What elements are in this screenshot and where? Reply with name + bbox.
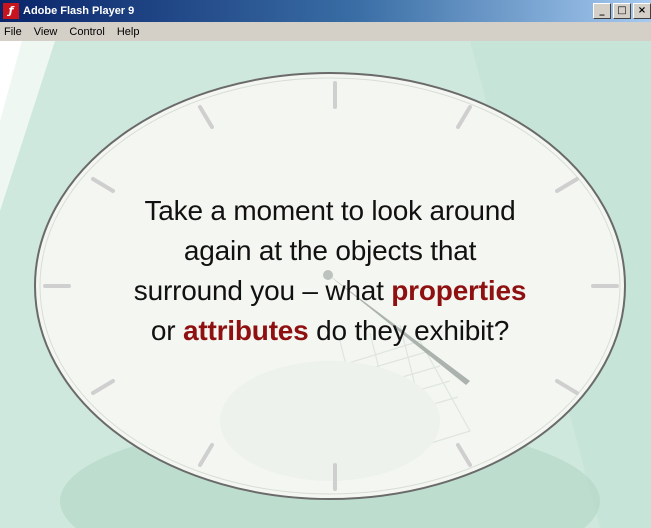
menu-file[interactable]: File	[4, 26, 22, 38]
highlight-properties: properties	[391, 275, 527, 306]
message-line-2: again at the objects that	[183, 235, 477, 266]
highlight-attributes: attributes	[182, 315, 309, 346]
minimize-button[interactable]: _	[593, 3, 611, 19]
slide-message	[60, 191, 600, 351]
menu-control[interactable]: Control	[69, 26, 105, 38]
message-line-4	[60, 311, 600, 351]
title-bar[interactable]	[0, 0, 651, 22]
menu-view[interactable]: View	[33, 26, 58, 38]
menu-help[interactable]: Help	[116, 26, 140, 38]
flash-stage[interactable]	[0, 41, 651, 528]
window-controls	[591, 3, 651, 19]
message-line-4-suffix: do they exhibit?	[308, 315, 510, 346]
message-line-1: Take a moment to look around	[144, 195, 516, 226]
message-line-3	[60, 271, 600, 311]
message-line-4-prefix: or	[150, 315, 183, 346]
close-button[interactable]: ×	[633, 3, 651, 19]
flash-player-icon: ƒ	[3, 3, 19, 19]
window-title: Adobe Flash Player 9	[23, 5, 135, 17]
maximize-button[interactable]: □	[613, 3, 631, 19]
message-line-3-text: surround you – what	[133, 275, 392, 306]
menu-bar	[0, 22, 651, 41]
